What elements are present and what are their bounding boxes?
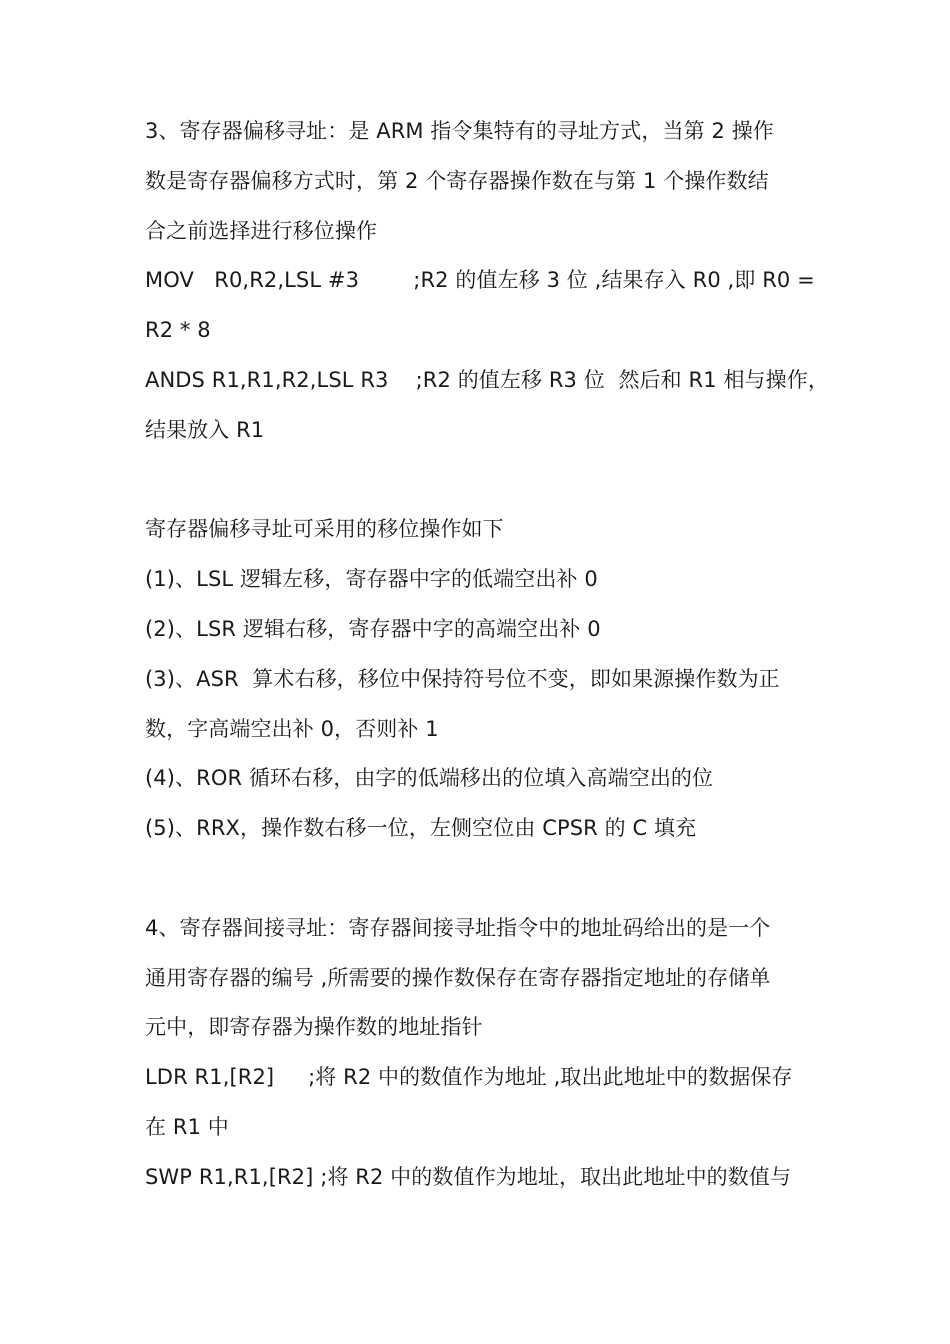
ands-example-line-2: 结果放入 R1 bbox=[145, 417, 265, 442]
shift-ops-intro: 寄存器偏移寻址可采用的移位操作如下 bbox=[145, 517, 504, 542]
swp-example-line-1: SWP R1,R1,[R2] ;将 R2 中的数值作为地址，取出此地址中的数值与 bbox=[145, 1164, 792, 1189]
section3-line-3: 合之前选择进行移位操作 bbox=[145, 218, 378, 243]
paragraph-spacer bbox=[145, 456, 825, 506]
shift-op-asr-line-2: 数，字高端空出补 0，否则补 1 bbox=[145, 716, 439, 741]
shift-op-asr-line-1: (3)、ASR 算术右移，移位中保持符号位不变，即如果源操作数为正 bbox=[145, 666, 780, 691]
shift-op-ror: (4)、ROR 循环右移，由字的低端移出的位填入高端空出的位 bbox=[145, 766, 714, 791]
paragraph-spacer bbox=[145, 854, 825, 904]
ands-example-line-1: ANDS R1,R1,R2,LSL R3 ;R2 的值左移 R3 位 然后和 R1 相与操作， bbox=[145, 367, 829, 392]
ldr-example-line-1: LDR R1,[R2] ;将 R2 中的数值作为地址 ,取出此地址中的数据保存 bbox=[145, 1065, 793, 1090]
mov-example-line-2: R2 * 8 bbox=[145, 318, 211, 343]
section4-line-1: 4、寄存器间接寻址：寄存器间接寻址指令中的地址码给出的是一个 bbox=[145, 915, 771, 940]
section3-line-2: 数是寄存器偏移方式时，第 2 个寄存器操作数在与第 1 个操作数结 bbox=[145, 168, 769, 193]
section3-line-1: 3、寄存器偏移寻址：是 ARM 指令集特有的寻址方式，当第 2 操作 bbox=[145, 119, 774, 143]
shift-op-rrx: (5)、RRX，操作数右移一位，左侧空位由 CPSR 的 C 填充 bbox=[145, 816, 697, 841]
section4-line-3: 元中，即寄存器为操作数的地址指针 bbox=[145, 1015, 483, 1040]
mov-example-line-1: MOV R0,R2,LSL #3 ;R2 的值左移 3 位 ,结果存入 R0 ,即 R0 = bbox=[145, 268, 815, 293]
document-body bbox=[145, 107, 829, 1203]
section4-line-2: 通用寄存器的编号 ,所需要的操作数保存在寄存器指定地址的存储单 bbox=[145, 965, 771, 990]
shift-op-lsr: (2)、LSR 逻辑右移，寄存器中字的高端空出补 0 bbox=[145, 616, 601, 641]
ldr-example-line-2: 在 R1 中 bbox=[145, 1114, 229, 1139]
shift-op-lsl: (1)、LSL 逻辑左移，寄存器中字的低端空出补 0 bbox=[145, 567, 598, 592]
